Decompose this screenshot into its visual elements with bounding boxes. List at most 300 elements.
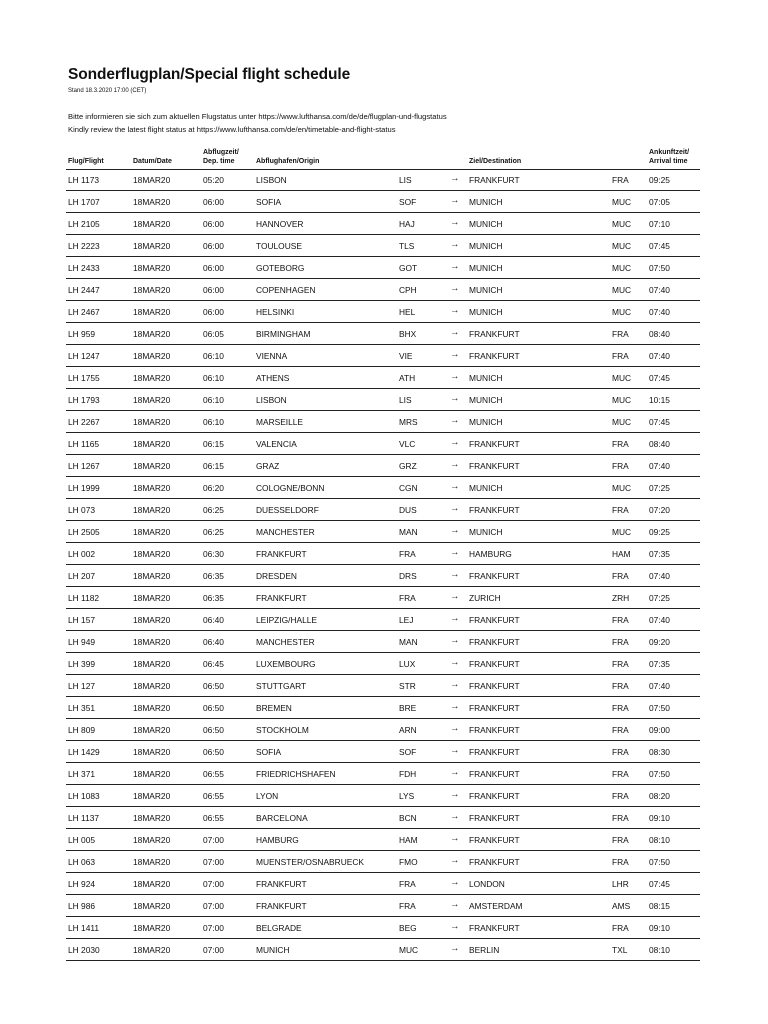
origin-city: SOFIA [256, 747, 282, 757]
arrow-right-icon: → [450, 261, 460, 272]
arrival-time: 07:50 [649, 769, 670, 779]
origin-code: HEL [399, 307, 416, 317]
origin-city: HANNOVER [256, 219, 304, 229]
destination-city: FRANKFURT [469, 747, 520, 757]
destination-code: FRA [612, 681, 629, 691]
arrow-right-icon: → [450, 547, 460, 558]
table-row [66, 829, 700, 851]
destination-code: MUC [612, 483, 632, 493]
flight-number: LH 1083 [68, 791, 100, 801]
arrow-right-icon: → [450, 327, 460, 338]
arrow-right-icon: → [450, 459, 460, 470]
origin-city: DUESSELDORF [256, 505, 319, 515]
table-row [66, 763, 700, 785]
table-row [66, 389, 700, 411]
departure-time: 06:50 [203, 747, 224, 757]
destination-code: FRA [612, 835, 629, 845]
table-row [66, 609, 700, 631]
arrival-time: 07:45 [649, 373, 670, 383]
table-row [66, 719, 700, 741]
destination-code: FRA [612, 439, 629, 449]
origin-code: HAJ [399, 219, 415, 229]
table-row [66, 565, 700, 587]
destination-code: FRA [612, 329, 629, 339]
destination-city: MUNICH [469, 395, 503, 405]
origin-city: TOULOUSE [256, 241, 302, 251]
origin-code: FRA [399, 549, 416, 559]
flight-number: LH 073 [68, 505, 96, 515]
arrival-time: 08:40 [649, 329, 670, 339]
origin-city: FRIEDRICHSHAFEN [256, 769, 336, 779]
origin-code: ARN [399, 725, 417, 735]
arrival-time: 09:25 [649, 175, 670, 185]
destination-city: FRANKFURT [469, 725, 520, 735]
table-row [66, 257, 700, 279]
arrow-right-icon: → [450, 833, 460, 844]
origin-city: BREMEN [256, 703, 292, 713]
origin-city: MARSEILLE [256, 417, 304, 427]
destination-city: FRANKFURT [469, 769, 520, 779]
arrival-time: 07:20 [649, 505, 670, 515]
arrow-right-icon: → [450, 679, 460, 690]
flight-date: 18MAR20 [133, 307, 171, 317]
flight-number: LH 371 [68, 769, 96, 779]
origin-code: BCN [399, 813, 417, 823]
table-header [66, 145, 700, 170]
arrow-right-icon: → [450, 877, 460, 888]
flight-number: LH 1182 [68, 593, 100, 603]
origin-code: STR [399, 681, 416, 691]
table-row [66, 345, 700, 367]
departure-time: 06:00 [203, 197, 224, 207]
arrival-time: 07:40 [649, 285, 670, 295]
destination-city: FRANKFURT [469, 659, 520, 669]
destination-code: MUC [612, 197, 632, 207]
departure-time: 06:55 [203, 813, 224, 823]
departure-time: 07:00 [203, 945, 224, 955]
arrival-time: 09:00 [649, 725, 670, 735]
flight-date: 18MAR20 [133, 615, 171, 625]
table-row [66, 235, 700, 257]
arrival-time: 07:40 [649, 571, 670, 581]
table-row [66, 213, 700, 235]
arrival-time: 08:10 [649, 835, 670, 845]
arrow-right-icon: → [450, 943, 460, 954]
origin-code: FRA [399, 593, 416, 603]
origin-city: MANCHESTER [256, 637, 315, 647]
destination-code: FRA [612, 703, 629, 713]
flight-date: 18MAR20 [133, 571, 171, 581]
flight-number: LH 1793 [68, 395, 100, 405]
arrow-right-icon: → [450, 723, 460, 734]
origin-city: GOTEBORG [256, 263, 305, 273]
arrow-right-icon: → [450, 657, 460, 668]
arrival-time: 07:40 [649, 351, 670, 361]
origin-city: LUXEMBOURG [256, 659, 316, 669]
origin-code: FRA [399, 879, 416, 889]
flight-number: LH 157 [68, 615, 96, 625]
origin-code: GRZ [399, 461, 417, 471]
origin-code: BEG [399, 923, 417, 933]
origin-code: LIS [399, 175, 412, 185]
destination-city: FRANKFURT [469, 681, 520, 691]
flight-number: LH 351 [68, 703, 96, 713]
destination-code: MUC [612, 241, 632, 251]
flight-date: 18MAR20 [133, 769, 171, 779]
arrow-right-icon: → [450, 745, 460, 756]
arrival-time: 10:15 [649, 395, 670, 405]
flight-date: 18MAR20 [133, 901, 171, 911]
origin-code: FMO [399, 857, 418, 867]
origin-city: HELSINKI [256, 307, 295, 317]
flight-date: 18MAR20 [133, 637, 171, 647]
origin-city: VIENNA [256, 351, 288, 361]
arrow-right-icon: → [450, 899, 460, 910]
table-row [66, 851, 700, 873]
flight-date: 18MAR20 [133, 791, 171, 801]
origin-city: SOFIA [256, 197, 282, 207]
flight-number: LH 959 [68, 329, 96, 339]
arrow-right-icon: → [450, 789, 460, 800]
destination-city: LONDON [469, 879, 505, 889]
arrow-right-icon: → [450, 393, 460, 404]
destination-city: MUNICH [469, 527, 503, 537]
departure-time: 06:15 [203, 439, 224, 449]
arrow-right-icon: → [450, 613, 460, 624]
table-row [66, 653, 700, 675]
destination-city: FRANKFURT [469, 351, 520, 361]
destination-city: MUNICH [469, 263, 503, 273]
table-row [66, 477, 700, 499]
flight-date: 18MAR20 [133, 659, 171, 669]
destination-city: MUNICH [469, 483, 503, 493]
timestamp-note: Stand 18.3.2020 17:00 (CET) [68, 88, 147, 94]
arrival-time: 08:30 [649, 747, 670, 757]
arrow-right-icon: → [450, 767, 460, 778]
departure-time: 06:10 [203, 373, 224, 383]
origin-city: FRANKFURT [256, 593, 307, 603]
departure-time: 06:40 [203, 615, 224, 625]
arrow-right-icon: → [450, 591, 460, 602]
destination-city: FRANKFURT [469, 923, 520, 933]
destination-city: FRANKFURT [469, 637, 520, 647]
arrow-right-icon: → [450, 855, 460, 866]
arrival-time: 07:40 [649, 307, 670, 317]
table-row [66, 169, 700, 191]
departure-time: 06:35 [203, 593, 224, 603]
flight-number: LH 2433 [68, 263, 100, 273]
destination-code: HAM [612, 549, 631, 559]
departure-time: 06:50 [203, 725, 224, 735]
table-row [66, 323, 700, 345]
destination-code: MUC [612, 417, 632, 427]
departure-time: 06:20 [203, 483, 224, 493]
arrow-right-icon: → [450, 283, 460, 294]
arrival-time: 08:40 [649, 439, 670, 449]
destination-code: AMS [612, 901, 631, 911]
flight-number: LH 1267 [68, 461, 100, 471]
flight-date: 18MAR20 [133, 461, 171, 471]
departure-time: 06:10 [203, 417, 224, 427]
origin-city: LISBON [256, 175, 287, 185]
arrival-time: 07:50 [649, 263, 670, 273]
flight-number: LH 1137 [68, 813, 100, 823]
departure-time: 07:00 [203, 879, 224, 889]
flight-number: LH 2223 [68, 241, 100, 251]
destination-code: FRA [612, 747, 629, 757]
destination-city: AMSTERDAM [469, 901, 523, 911]
flight-number: LH 1173 [68, 175, 100, 185]
table-row [66, 697, 700, 719]
destination-code: FRA [612, 857, 629, 867]
departure-time: 06:25 [203, 527, 224, 537]
arrival-time: 07:50 [649, 857, 670, 867]
destination-city: HAMBURG [469, 549, 512, 559]
departure-time: 07:00 [203, 835, 224, 845]
origin-code: MAN [399, 527, 418, 537]
flight-number: LH 1247 [68, 351, 100, 361]
origin-code: MRS [399, 417, 418, 427]
departure-time: 06:25 [203, 505, 224, 515]
arrival-time: 07:05 [649, 197, 670, 207]
arrow-right-icon: → [450, 811, 460, 822]
header-date: Datum/Date [133, 158, 172, 165]
origin-code: BRE [399, 703, 417, 713]
flight-number: LH 2447 [68, 285, 100, 295]
origin-code: LEJ [399, 615, 414, 625]
arrow-right-icon: → [450, 371, 460, 382]
arrival-time: 09:10 [649, 813, 670, 823]
arrival-time: 08:15 [649, 901, 670, 911]
arrival-time: 09:20 [649, 637, 670, 647]
destination-city: MUNICH [469, 307, 503, 317]
arrival-time: 07:35 [649, 549, 670, 559]
destination-code: FRA [612, 923, 629, 933]
flight-date: 18MAR20 [133, 681, 171, 691]
flight-number: LH 1429 [68, 747, 100, 757]
origin-code: TLS [399, 241, 415, 251]
flight-date: 18MAR20 [133, 725, 171, 735]
origin-code: FDH [399, 769, 417, 779]
departure-time: 06:30 [203, 549, 224, 559]
origin-city: BELGRADE [256, 923, 302, 933]
flight-date: 18MAR20 [133, 483, 171, 493]
departure-time: 06:10 [203, 395, 224, 405]
arrow-right-icon: → [450, 349, 460, 360]
arrival-time: 08:10 [649, 945, 670, 955]
destination-code: LHR [612, 879, 629, 889]
origin-code: FRA [399, 901, 416, 911]
origin-code: HAM [399, 835, 418, 845]
table-row [66, 939, 700, 961]
origin-city: FRANKFURT [256, 901, 307, 911]
destination-city: FRANKFURT [469, 175, 520, 185]
header-arr-time-en: Arrival time [649, 158, 688, 165]
arrival-time: 07:40 [649, 461, 670, 471]
arrow-right-icon: → [450, 635, 460, 646]
flight-number: LH 1999 [68, 483, 100, 493]
table-row [66, 411, 700, 433]
origin-city: LYON [256, 791, 279, 801]
arrow-right-icon: → [450, 569, 460, 580]
origin-city: FRANKFURT [256, 549, 307, 559]
table-row [66, 367, 700, 389]
table-row [66, 433, 700, 455]
arrival-time: 07:40 [649, 615, 670, 625]
header-destination: Ziel/Destination [469, 158, 522, 165]
destination-city: FRANKFURT [469, 615, 520, 625]
arrival-time: 07:25 [649, 593, 670, 603]
header-dep-time-de: Abflugzeit/ [203, 149, 239, 156]
origin-code: MAN [399, 637, 418, 647]
origin-code: DUS [399, 505, 417, 515]
flight-number: LH 986 [68, 901, 96, 911]
flight-number: LH 1165 [68, 439, 100, 449]
flight-date: 18MAR20 [133, 857, 171, 867]
flight-number: LH 207 [68, 571, 96, 581]
flight-number: LH 127 [68, 681, 96, 691]
destination-code: FRA [612, 725, 629, 735]
table-row [66, 785, 700, 807]
origin-city: GRAZ [256, 461, 280, 471]
destination-city: FRANKFURT [469, 505, 520, 515]
arrival-time: 09:10 [649, 923, 670, 933]
origin-city: BARCELONA [256, 813, 308, 823]
arrival-time: 07:45 [649, 417, 670, 427]
arrow-right-icon: → [450, 239, 460, 250]
table-row [66, 873, 700, 895]
header-dep-time [203, 148, 239, 166]
header-arr-time-de: Ankunftzeit/ [649, 149, 690, 156]
flight-number: LH 1411 [68, 923, 100, 933]
flight-date: 18MAR20 [133, 395, 171, 405]
destination-city: FRANKFURT [469, 571, 520, 581]
destination-city: ZURICH [469, 593, 501, 603]
table-row [66, 917, 700, 939]
table-row [66, 675, 700, 697]
header-flight: Flug/Flight [68, 158, 104, 165]
arrow-right-icon: → [450, 437, 460, 448]
flight-number: LH 809 [68, 725, 96, 735]
origin-city: COLOGNE/BONN [256, 483, 325, 493]
flight-date: 18MAR20 [133, 439, 171, 449]
flight-date: 18MAR20 [133, 373, 171, 383]
arrival-time: 07:40 [649, 681, 670, 691]
arrow-right-icon: → [450, 305, 460, 316]
header-origin: Abflughafen/Origin [256, 158, 320, 165]
departure-time: 06:00 [203, 241, 224, 251]
flight-number: LH 2467 [68, 307, 100, 317]
table-row [66, 807, 700, 829]
table-row [66, 741, 700, 763]
departure-time: 06:45 [203, 659, 224, 669]
arrival-time: 07:10 [649, 219, 670, 229]
destination-code: FRA [612, 505, 629, 515]
flight-date: 18MAR20 [133, 241, 171, 251]
flight-date: 18MAR20 [133, 835, 171, 845]
origin-code: MUC [399, 945, 419, 955]
destination-city: BERLIN [469, 945, 500, 955]
arrow-right-icon: → [450, 217, 460, 228]
flight-date: 18MAR20 [133, 747, 171, 757]
arrow-right-icon: → [450, 921, 460, 932]
origin-city: VALENCIA [256, 439, 297, 449]
arrival-time: 07:50 [649, 703, 670, 713]
arrival-time: 08:20 [649, 791, 670, 801]
origin-city: BIRMINGHAM [256, 329, 311, 339]
destination-city: FRANKFURT [469, 791, 520, 801]
arrival-time: 07:25 [649, 483, 670, 493]
departure-time: 06:40 [203, 637, 224, 647]
origin-code: CGN [399, 483, 418, 493]
origin-city: MUENSTER/OSNABRUECK [256, 857, 364, 867]
departure-time: 07:00 [203, 923, 224, 933]
destination-code: FRA [612, 659, 629, 669]
flight-table-body [66, 169, 700, 961]
flight-date: 18MAR20 [133, 505, 171, 515]
flight-date: 18MAR20 [133, 417, 171, 427]
destination-code: FRA [612, 571, 629, 581]
flight-number: LH 002 [68, 549, 96, 559]
table-row [66, 301, 700, 323]
destination-code: TXL [612, 945, 628, 955]
info-text-en: Kindly review the latest flight status at https://www.lufthansa.com/de/en/timetable-and-flight-status [68, 125, 396, 134]
destination-code: MUC [612, 219, 632, 229]
flight-date: 18MAR20 [133, 703, 171, 713]
destination-code: FRA [612, 769, 629, 779]
flight-number: LH 005 [68, 835, 96, 845]
departure-time: 06:00 [203, 219, 224, 229]
departure-time: 06:35 [203, 571, 224, 581]
destination-code: MUC [612, 307, 632, 317]
destination-code: FRA [612, 637, 629, 647]
destination-city: FRANKFURT [469, 439, 520, 449]
flight-date: 18MAR20 [133, 197, 171, 207]
destination-city: FRANKFURT [469, 857, 520, 867]
origin-code: CPH [399, 285, 417, 295]
origin-code: VLC [399, 439, 416, 449]
origin-city: STOCKHOLM [256, 725, 309, 735]
destination-city: FRANKFURT [469, 329, 520, 339]
origin-code: DRS [399, 571, 417, 581]
origin-city: STUTTGART [256, 681, 307, 691]
origin-city: COPENHAGEN [256, 285, 316, 295]
header-arr-time [649, 148, 689, 166]
destination-city: MUNICH [469, 197, 503, 207]
destination-code: FRA [612, 791, 629, 801]
departure-time: 06:05 [203, 329, 224, 339]
origin-code: LUX [399, 659, 416, 669]
arrival-time: 09:25 [649, 527, 670, 537]
table-row [66, 455, 700, 477]
departure-time: 05:20 [203, 175, 224, 185]
flight-number: LH 924 [68, 879, 96, 889]
flight-date: 18MAR20 [133, 175, 171, 185]
destination-code: FRA [612, 351, 629, 361]
origin-code: GOT [399, 263, 418, 273]
arrow-right-icon: → [450, 503, 460, 514]
destination-code: FRA [612, 615, 629, 625]
flight-date: 18MAR20 [133, 527, 171, 537]
flight-date: 18MAR20 [133, 923, 171, 933]
destination-code: MUC [612, 285, 632, 295]
departure-time: 06:50 [203, 681, 224, 691]
flight-number: LH 2105 [68, 219, 100, 229]
origin-code: VIE [399, 351, 413, 361]
destination-code: ZRH [612, 593, 630, 603]
destination-code: MUC [612, 373, 632, 383]
origin-code: SOF [399, 197, 417, 207]
